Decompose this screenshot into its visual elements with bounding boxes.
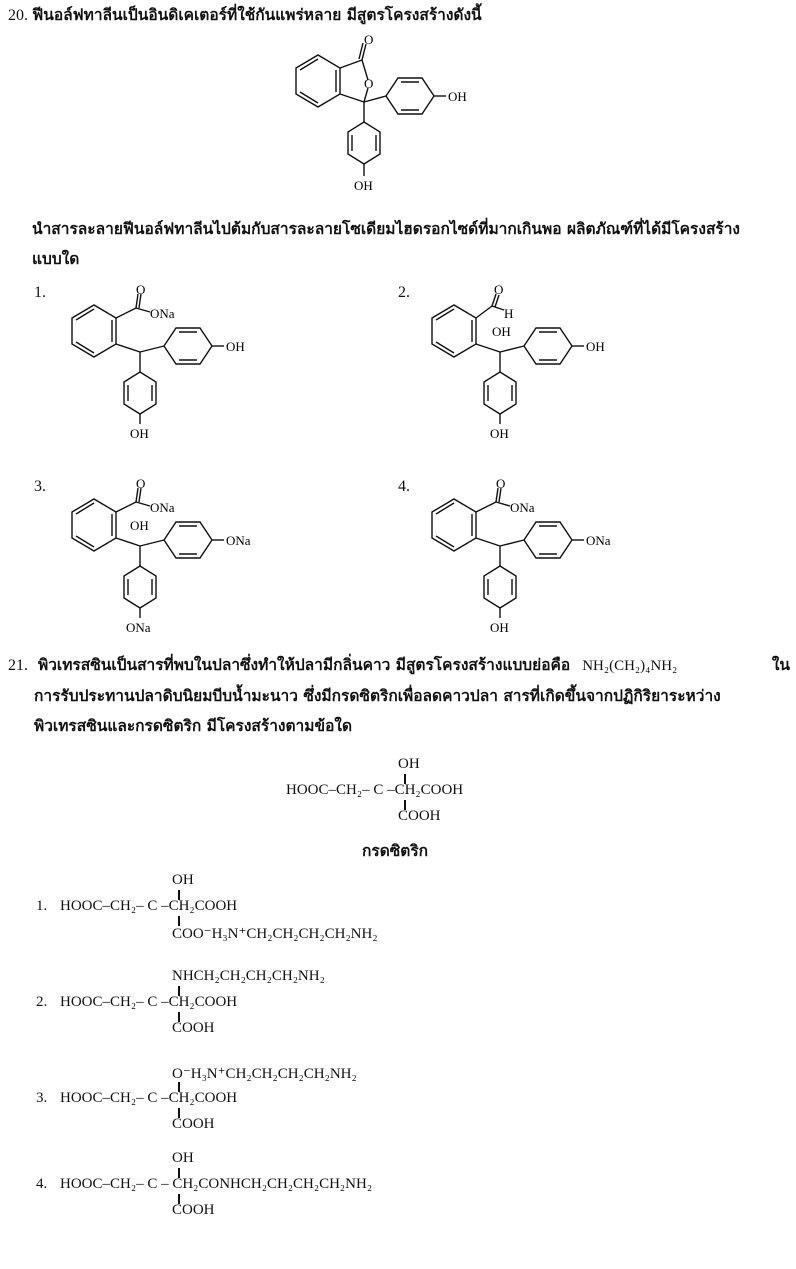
question-21 [8,650,794,741]
right-group: OH [586,339,605,354]
q21-option-1 [36,872,496,952]
option-bottom: COOH [172,1116,215,1132]
option-label: 1. [34,284,46,301]
option-label: 4. [398,478,410,495]
option-label: 3. [34,478,46,495]
right-group: ONa [226,533,251,548]
q21-line-2: การรับประทานปลาดิบนิยมบีบน้ำมะนาว ซึ่งมีกรดซิตริกเพื่อลดคาวปลา สารที่เกิดขึ้นจากปฏิกิริยาระหว่าง [34,687,721,705]
option-top: OH [172,1150,194,1166]
option-label: 1. [36,898,48,914]
carbonyl-o-label: O [364,32,374,47]
bottom-group: OH [130,426,149,441]
option-2-structure [420,280,630,450]
ester-group: ONa [510,500,535,515]
option-4-structure [420,474,640,644]
right-group: OH [226,339,245,354]
bottom-group: ONa [126,620,151,635]
citric-acid-structure [286,756,586,836]
option-top: O⁻H₃N⁺CH₂CH₂CH₂CH₂NH₂ [172,1066,357,1082]
citric-main: HOOC–CH₂– C –CH₂COOH [286,782,464,798]
carbonyl-o: O [136,476,146,491]
option-main: HOOC–CH₂– C –CH₂COOH [60,898,238,914]
option-main: HOOC–CH₂– C – CH₂CONHCH₂CH₂CH₂CH₂NH₂ [60,1176,373,1192]
phenolphthalein-structure [280,30,480,200]
option-label: 2. [398,284,410,301]
option-bottom: COOH [172,1202,215,1218]
carbonyl-o: O [136,282,146,297]
question-20-title [8,2,482,29]
option-top: NHCH₂CH₂CH₂CH₂NH₂ [172,968,325,984]
carbonyl-o: O [494,282,504,297]
center-oh: OH [492,324,511,339]
carbonyl-o: O [496,476,506,491]
ester-group: ONa [150,500,175,515]
question-20-stem [32,214,792,274]
option-main: HOOC–CH₂– C –CH₂COOH [60,1090,238,1106]
question-number: 20. [8,7,28,24]
citric-top: OH [398,756,420,772]
option-label: 4. [36,1176,48,1192]
option-label: 3. [36,1090,48,1106]
q21-line-1a: พิวเทรสซินเป็นสารที่พบในปลาซึ่งทำให้ปลามีกลิ่นคาว มีสูตรโครงสร้างแบบย่อคือ [38,656,571,674]
q21-line-3: พิวเทรสซินและกรดซิตริก มีโครงสร้างตามข้อใด [34,717,353,735]
option-bottom: COO⁻H₃N⁺CH₂CH₂CH₂CH₂NH₂ [172,926,378,942]
stem-line-1: นำสารละลายฟีนอล์ฟทาลีนไปต้มกับสารละลายโซเดียมไฮดรอกไซด์ที่มากเกินพอ ผลิตภัณฑ์ที่ได้มีโครงสร้าง [32,220,741,238]
ester-group: ONa [150,306,175,321]
center-oh: OH [130,518,149,533]
bottom-group: OH [490,426,509,441]
q21-line-1b: ใน [771,656,790,674]
question-number: 21. [8,657,28,674]
question-text: ฟีนอล์ฟทาลีนเป็นอินดิเคเตอร์ที่ใช้กันแพร่หลาย มีสูตรโครงสร้างดังนี้ [32,6,482,24]
q21-option-3 [36,1064,496,1144]
aldehyde-h: H [504,306,514,321]
stem-line-2: แบบใด [32,250,80,268]
option-main: HOOC–CH₂– C –CH₂COOH [60,994,238,1010]
oh-bottom-label: OH [354,178,373,193]
citric-acid-name: กรดซิตริก [362,842,429,860]
option-top: OH [172,872,194,888]
bottom-group: OH [490,620,509,635]
right-group: ONa [586,533,611,548]
option-bottom: COOH [172,1020,215,1036]
option-1-structure [60,280,270,450]
q21-option-2 [36,968,496,1048]
oh-right-label: OH [448,89,467,104]
option-label: 2. [36,994,48,1010]
citric-bottom: COOH [398,808,441,824]
option-3-structure [60,474,280,644]
q21-option-4 [36,1150,536,1230]
ring-o-label: O [364,76,374,91]
putrescine-formula: NH₂(CH₂)₄NH₂ [582,658,678,674]
